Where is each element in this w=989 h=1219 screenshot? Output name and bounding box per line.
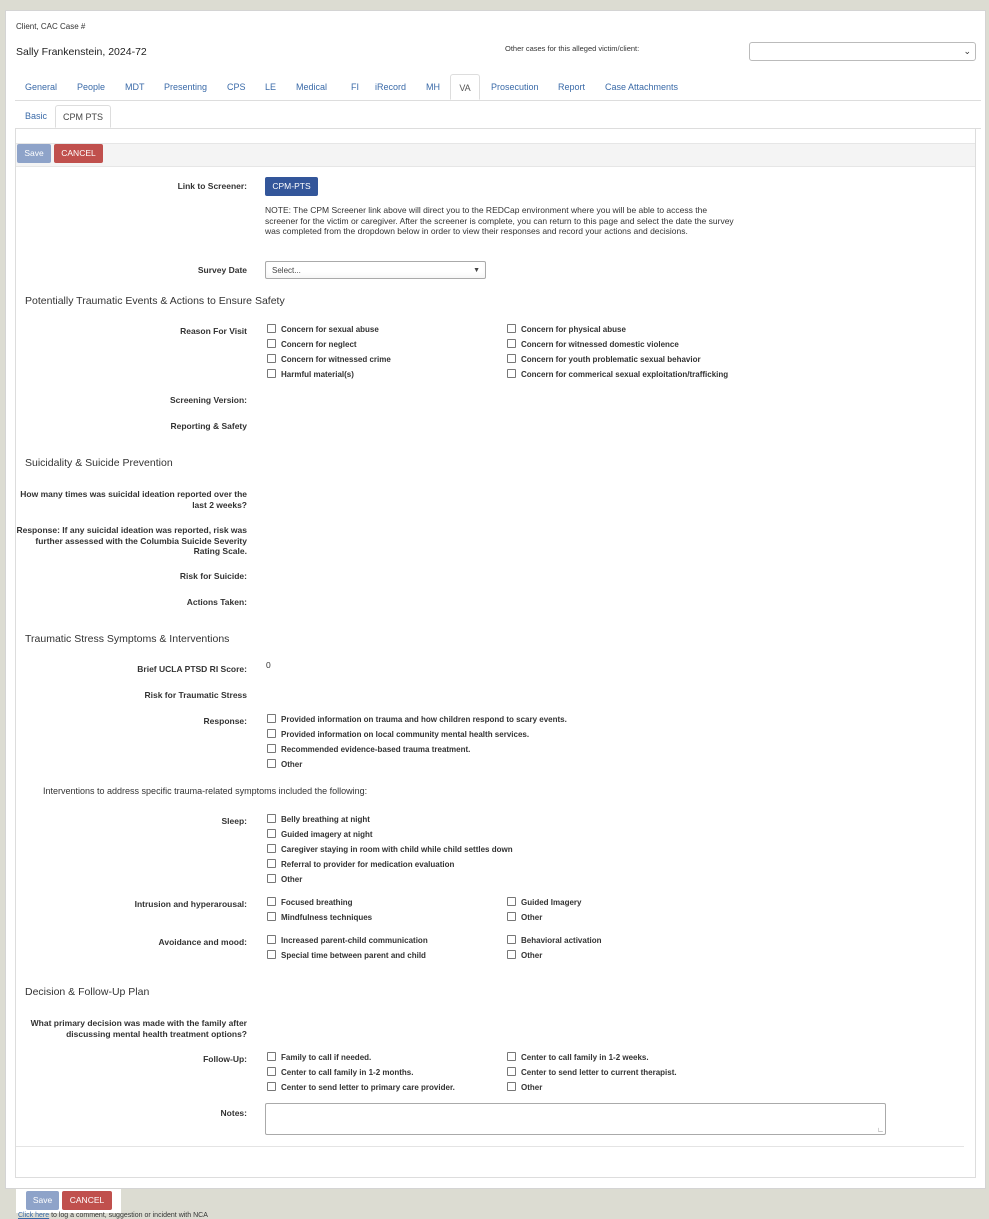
chevron-down-icon: ⌄ [963, 46, 971, 56]
checkbox-cse-trafficking[interactable]: Concern for commerical sexual exploitation/trafficking [507, 369, 728, 380]
divider [16, 1146, 964, 1147]
si-times-label: How many times was suicidal ideation reported over the last 2 weeks? [20, 489, 247, 510]
survey-date-label: Survey Date [197, 265, 247, 275]
tab-presenting[interactable]: Presenting [164, 82, 208, 92]
tab-mh[interactable]: MH [426, 82, 440, 92]
checkbox-behavioral-activation[interactable]: Behavioral activation [507, 935, 601, 946]
checkbox-letter-pcp[interactable]: Center to send letter to primary care provider. [267, 1082, 455, 1093]
checkbox-mindfulness[interactable]: Mindfulness techniques [267, 912, 372, 923]
avoidance-label: Avoidance and mood: [158, 937, 247, 947]
checkbox-sexual-abuse[interactable]: Concern for sexual abuse [267, 324, 379, 335]
section-trauma: Traumatic Stress Symptoms & Interventions [25, 633, 230, 645]
checkbox-parent-child-comm[interactable]: Increased parent-child communication [267, 935, 428, 946]
link-screener-label: Link to Screener: [177, 181, 247, 191]
intrusion-label: Intrusion and hyperarousal: [134, 899, 247, 909]
reason-visit-label: Reason For Visit [180, 326, 247, 336]
checkbox-center-call-weeks[interactable]: Center to call family in 1-2 weeks. [507, 1052, 649, 1063]
checkbox-domestic-violence[interactable]: Concern for witnessed domestic violence [507, 339, 679, 350]
checkbox-youth-psb[interactable]: Concern for youth problematic sexual behavior [507, 354, 701, 365]
checkbox-resp-ebt[interactable]: Recommended evidence-based trauma treatment. [267, 744, 470, 755]
screening-version-label: Screening Version: [170, 395, 247, 405]
feedback-link[interactable]: Click here [18, 1212, 50, 1219]
screener-note: NOTE: The CPM Screener link above will direct you to the REDCap environment where you will be able to access the screener for the victim or caregiver. After the screener is complete, you can return to this page and select the date the survey was completed from the dropdown below in order to view their responses and record your actions and decisions. [265, 205, 734, 236]
checkbox-followup-other[interactable]: Other [507, 1082, 542, 1093]
checkbox-witnessed-crime[interactable]: Concern for witnessed crime [267, 354, 391, 365]
feedback-text: to log a comment, suggestion or incident with NCA [49, 1212, 208, 1219]
other-cases-label: Other cases for this alleged victim/client: [505, 44, 640, 53]
follow-up-label: Follow-Up: [203, 1054, 247, 1064]
tab-cps[interactable]: CPS [227, 82, 246, 92]
checkbox-sleep-caregiver[interactable]: Caregiver staying in room with child while child settles down [267, 844, 513, 855]
checkbox-harmful-material[interactable]: Harmful material(s) [267, 369, 354, 380]
subtab-basic[interactable]: Basic [25, 111, 48, 121]
tab-mdt[interactable]: MDT [125, 82, 145, 92]
checkbox-sleep-other[interactable]: Other [267, 874, 302, 885]
cpm-pts-button[interactable]: CPM-PTS [265, 177, 318, 196]
tab-irecord[interactable]: iRecord [375, 82, 407, 92]
checkbox-intrusion-other[interactable]: Other [507, 912, 542, 923]
tab-le[interactable]: LE [265, 82, 277, 92]
main-tabs [15, 74, 981, 101]
checkbox-physical-abuse[interactable]: Concern for physical abuse [507, 324, 626, 335]
risk-trauma-label: Risk for Traumatic Stress [144, 690, 247, 700]
checkbox-special-time[interactable]: Special time between parent and child [267, 950, 426, 961]
checkbox-neglect[interactable]: Concern for neglect [267, 339, 357, 350]
section-suicide: Suicidality & Suicide Prevention [25, 457, 173, 469]
checkbox-resp-other[interactable]: Other [267, 759, 302, 770]
checkbox-center-call-months[interactable]: Center to call family in 1-2 months. [267, 1067, 413, 1078]
bottom-cancel-button[interactable]: CANCEL [62, 1191, 112, 1210]
checkbox-sleep-imagery[interactable]: Guided imagery at night [267, 829, 373, 840]
tab-fi[interactable]: FI [351, 82, 359, 92]
actions-taken-label: Actions Taken: [186, 597, 247, 607]
subtab-cpm-pts[interactable]: CPM PTS [55, 105, 111, 128]
primary-decision-label: What primary decision was made with the family after discussing mental health treatment options? [30, 1018, 247, 1039]
section-decision: Decision & Follow-Up Plan [25, 986, 150, 998]
bottom-save-button[interactable]: Save [26, 1191, 59, 1210]
checkbox-sleep-belly[interactable]: Belly breathing at night [267, 814, 370, 825]
si-response-label: Response: If any suicidal ideation was reported, risk was further assessed with the Columbia Suicide Severity Rating Scale. [16, 525, 247, 556]
cancel-button[interactable]: CANCEL [54, 144, 103, 163]
sub-tabs [15, 105, 981, 129]
tab-medical[interactable]: Medical [296, 82, 328, 92]
checkbox-avoidance-other[interactable]: Other [507, 950, 542, 961]
checkbox-sleep-referral[interactable]: Referral to provider for medication evaluation [267, 859, 454, 870]
other-cases-select[interactable] [749, 42, 976, 61]
top-toolbar [16, 143, 975, 167]
ucla-score-label: Brief UCLA PTSD RI Score: [137, 664, 247, 674]
notes-textarea[interactable] [265, 1103, 886, 1135]
client-name: Sally Frankenstein, 2024-72 [16, 46, 147, 58]
save-button[interactable]: Save [17, 144, 51, 163]
interventions-intro: Interventions to address specific trauma-related symptoms included the following: [43, 786, 368, 796]
tab-general[interactable]: General [25, 82, 58, 92]
response-label: Response: [203, 716, 247, 726]
notes-label: Notes: [220, 1108, 247, 1118]
tab-people[interactable]: People [77, 82, 106, 92]
resize-grip-icon[interactable]: ∟ [877, 1127, 884, 1134]
sleep-label: Sleep: [221, 816, 247, 826]
ucla-score-value: 0 [266, 660, 271, 670]
checkbox-guided-imagery[interactable]: Guided Imagery [507, 897, 581, 908]
checkbox-letter-therapist[interactable]: Center to send letter to current therapist. [507, 1067, 677, 1078]
case-header-label: Client, CAC Case # [16, 22, 86, 31]
risk-suicide-label: Risk for Suicide: [179, 571, 247, 581]
reporting-safety-label: Reporting & Safety [170, 421, 247, 431]
survey-date-value: Select... [272, 266, 301, 275]
tab-case-attachments[interactable]: Case Attachments [605, 82, 679, 92]
tab-report[interactable]: Report [558, 82, 586, 92]
checkbox-resp-info-services[interactable]: Provided information on local community mental health services. [267, 729, 529, 740]
feedback-line [18, 1212, 208, 1219]
checkbox-family-call[interactable]: Family to call if needed. [267, 1052, 371, 1063]
checkbox-resp-info-trauma[interactable]: Provided information on trauma and how children respond to scary events. [267, 714, 567, 725]
checkbox-focused-breathing[interactable]: Focused breathing [267, 897, 353, 908]
tab-va[interactable]: VA [450, 74, 480, 100]
survey-date-select[interactable] [265, 261, 486, 279]
section-pte: Potentially Traumatic Events & Actions to Ensure Safety [25, 295, 285, 307]
caret-down-icon: ▼ [473, 267, 480, 274]
tab-prosecution[interactable]: Prosecution [491, 82, 539, 92]
